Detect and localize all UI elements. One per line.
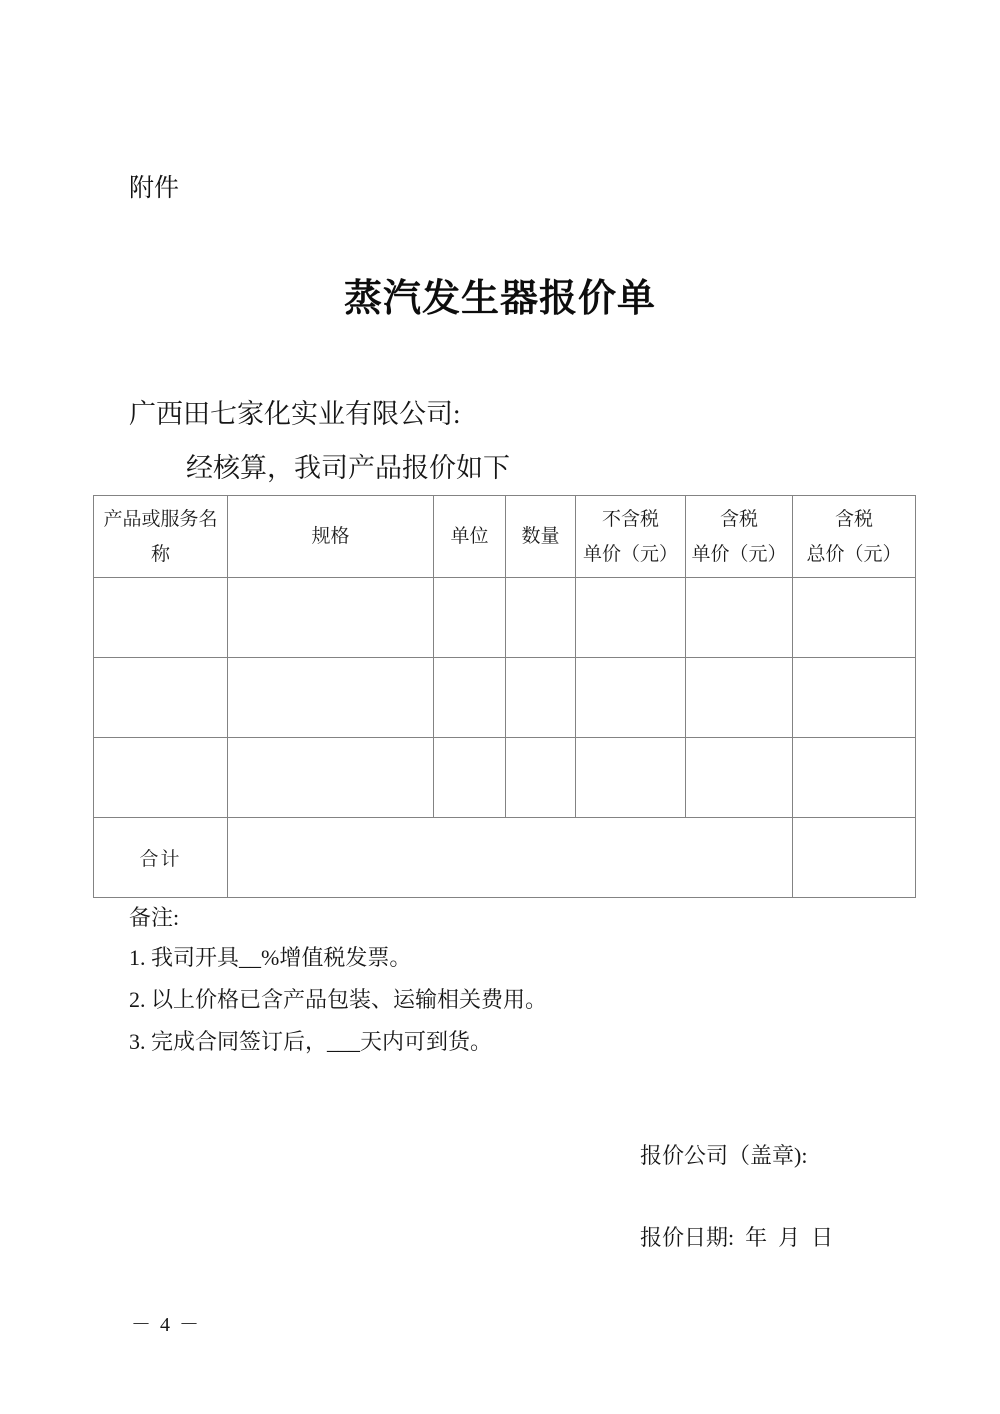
table-empty-row — [94, 738, 916, 818]
header-line: 单位 — [450, 526, 489, 547]
note-item-2: 2. 以上价格已含产品包装、运输相关费用。 — [129, 987, 548, 1012]
table-empty-row — [94, 578, 916, 658]
empty-cell — [576, 658, 686, 738]
header-product-or-service-name — [94, 496, 228, 578]
total-merged-empty-cell — [228, 818, 793, 898]
empty-cell — [434, 658, 506, 738]
header-line: 不含税 — [601, 508, 659, 530]
empty-cell — [506, 578, 576, 658]
header-line: 产品或服务名 — [103, 508, 218, 530]
empty-cell — [94, 658, 228, 738]
header-unit — [434, 496, 506, 578]
total-price-empty-cell — [793, 818, 916, 898]
empty-cell — [793, 578, 916, 658]
quotation-table — [93, 495, 916, 898]
empty-cell — [94, 738, 228, 818]
note-item-3: 3. 完成合同签订后，___天内可到货。 — [129, 1029, 493, 1054]
empty-cell — [576, 738, 686, 818]
empty-cell — [686, 578, 793, 658]
header-line: 规格 — [311, 526, 350, 547]
attachment-label: 附件 — [129, 174, 180, 202]
empty-cell — [686, 738, 793, 818]
notes-label: 备注: — [129, 905, 180, 930]
empty-cell — [793, 658, 916, 738]
empty-cell — [506, 658, 576, 738]
total-label-cell: 合计 — [94, 818, 228, 898]
header-line: 称 — [150, 543, 170, 565]
header-unit-price-excl-tax — [576, 496, 686, 578]
empty-cell — [228, 738, 434, 818]
empty-cell — [793, 738, 916, 818]
header-quantity — [506, 496, 576, 578]
header-total-price-incl-tax — [793, 496, 916, 578]
empty-cell — [434, 738, 506, 818]
header-line: 数量 — [521, 526, 560, 547]
table-total-row — [94, 818, 916, 898]
quoting-company-seal-line: 报价公司（盖章): — [640, 1143, 808, 1168]
header-line: 含税 — [834, 508, 873, 530]
empty-cell — [506, 738, 576, 818]
page-number: － 4 － — [131, 1314, 201, 1336]
empty-cell — [94, 578, 228, 658]
table-empty-row — [94, 658, 916, 738]
quotation-table-wrapper — [93, 495, 915, 898]
page-title: 蒸汽发生器报价单 — [343, 278, 656, 320]
empty-cell — [228, 578, 434, 658]
note-item-1: 1. 我司开具__%增值税发票。 — [129, 945, 412, 970]
header-line: 含税 — [719, 508, 758, 530]
header-line: 单价（元） — [691, 543, 787, 565]
header-unit-price-incl-tax — [686, 496, 793, 578]
header-specification — [228, 496, 434, 578]
table-header-row — [94, 496, 916, 578]
empty-cell — [228, 658, 434, 738]
header-line: 总价（元） — [806, 543, 902, 565]
empty-cell — [576, 578, 686, 658]
empty-cell — [686, 658, 793, 738]
quotation-date-line: 报价日期: 年 月 日 — [640, 1225, 834, 1250]
header-line: 单价（元） — [582, 543, 678, 565]
intro-line: 经核算，我司产品报价如下 — [186, 453, 510, 483]
empty-cell — [434, 578, 506, 658]
salutation-line: 广西田七家化实业有限公司: — [129, 399, 461, 429]
